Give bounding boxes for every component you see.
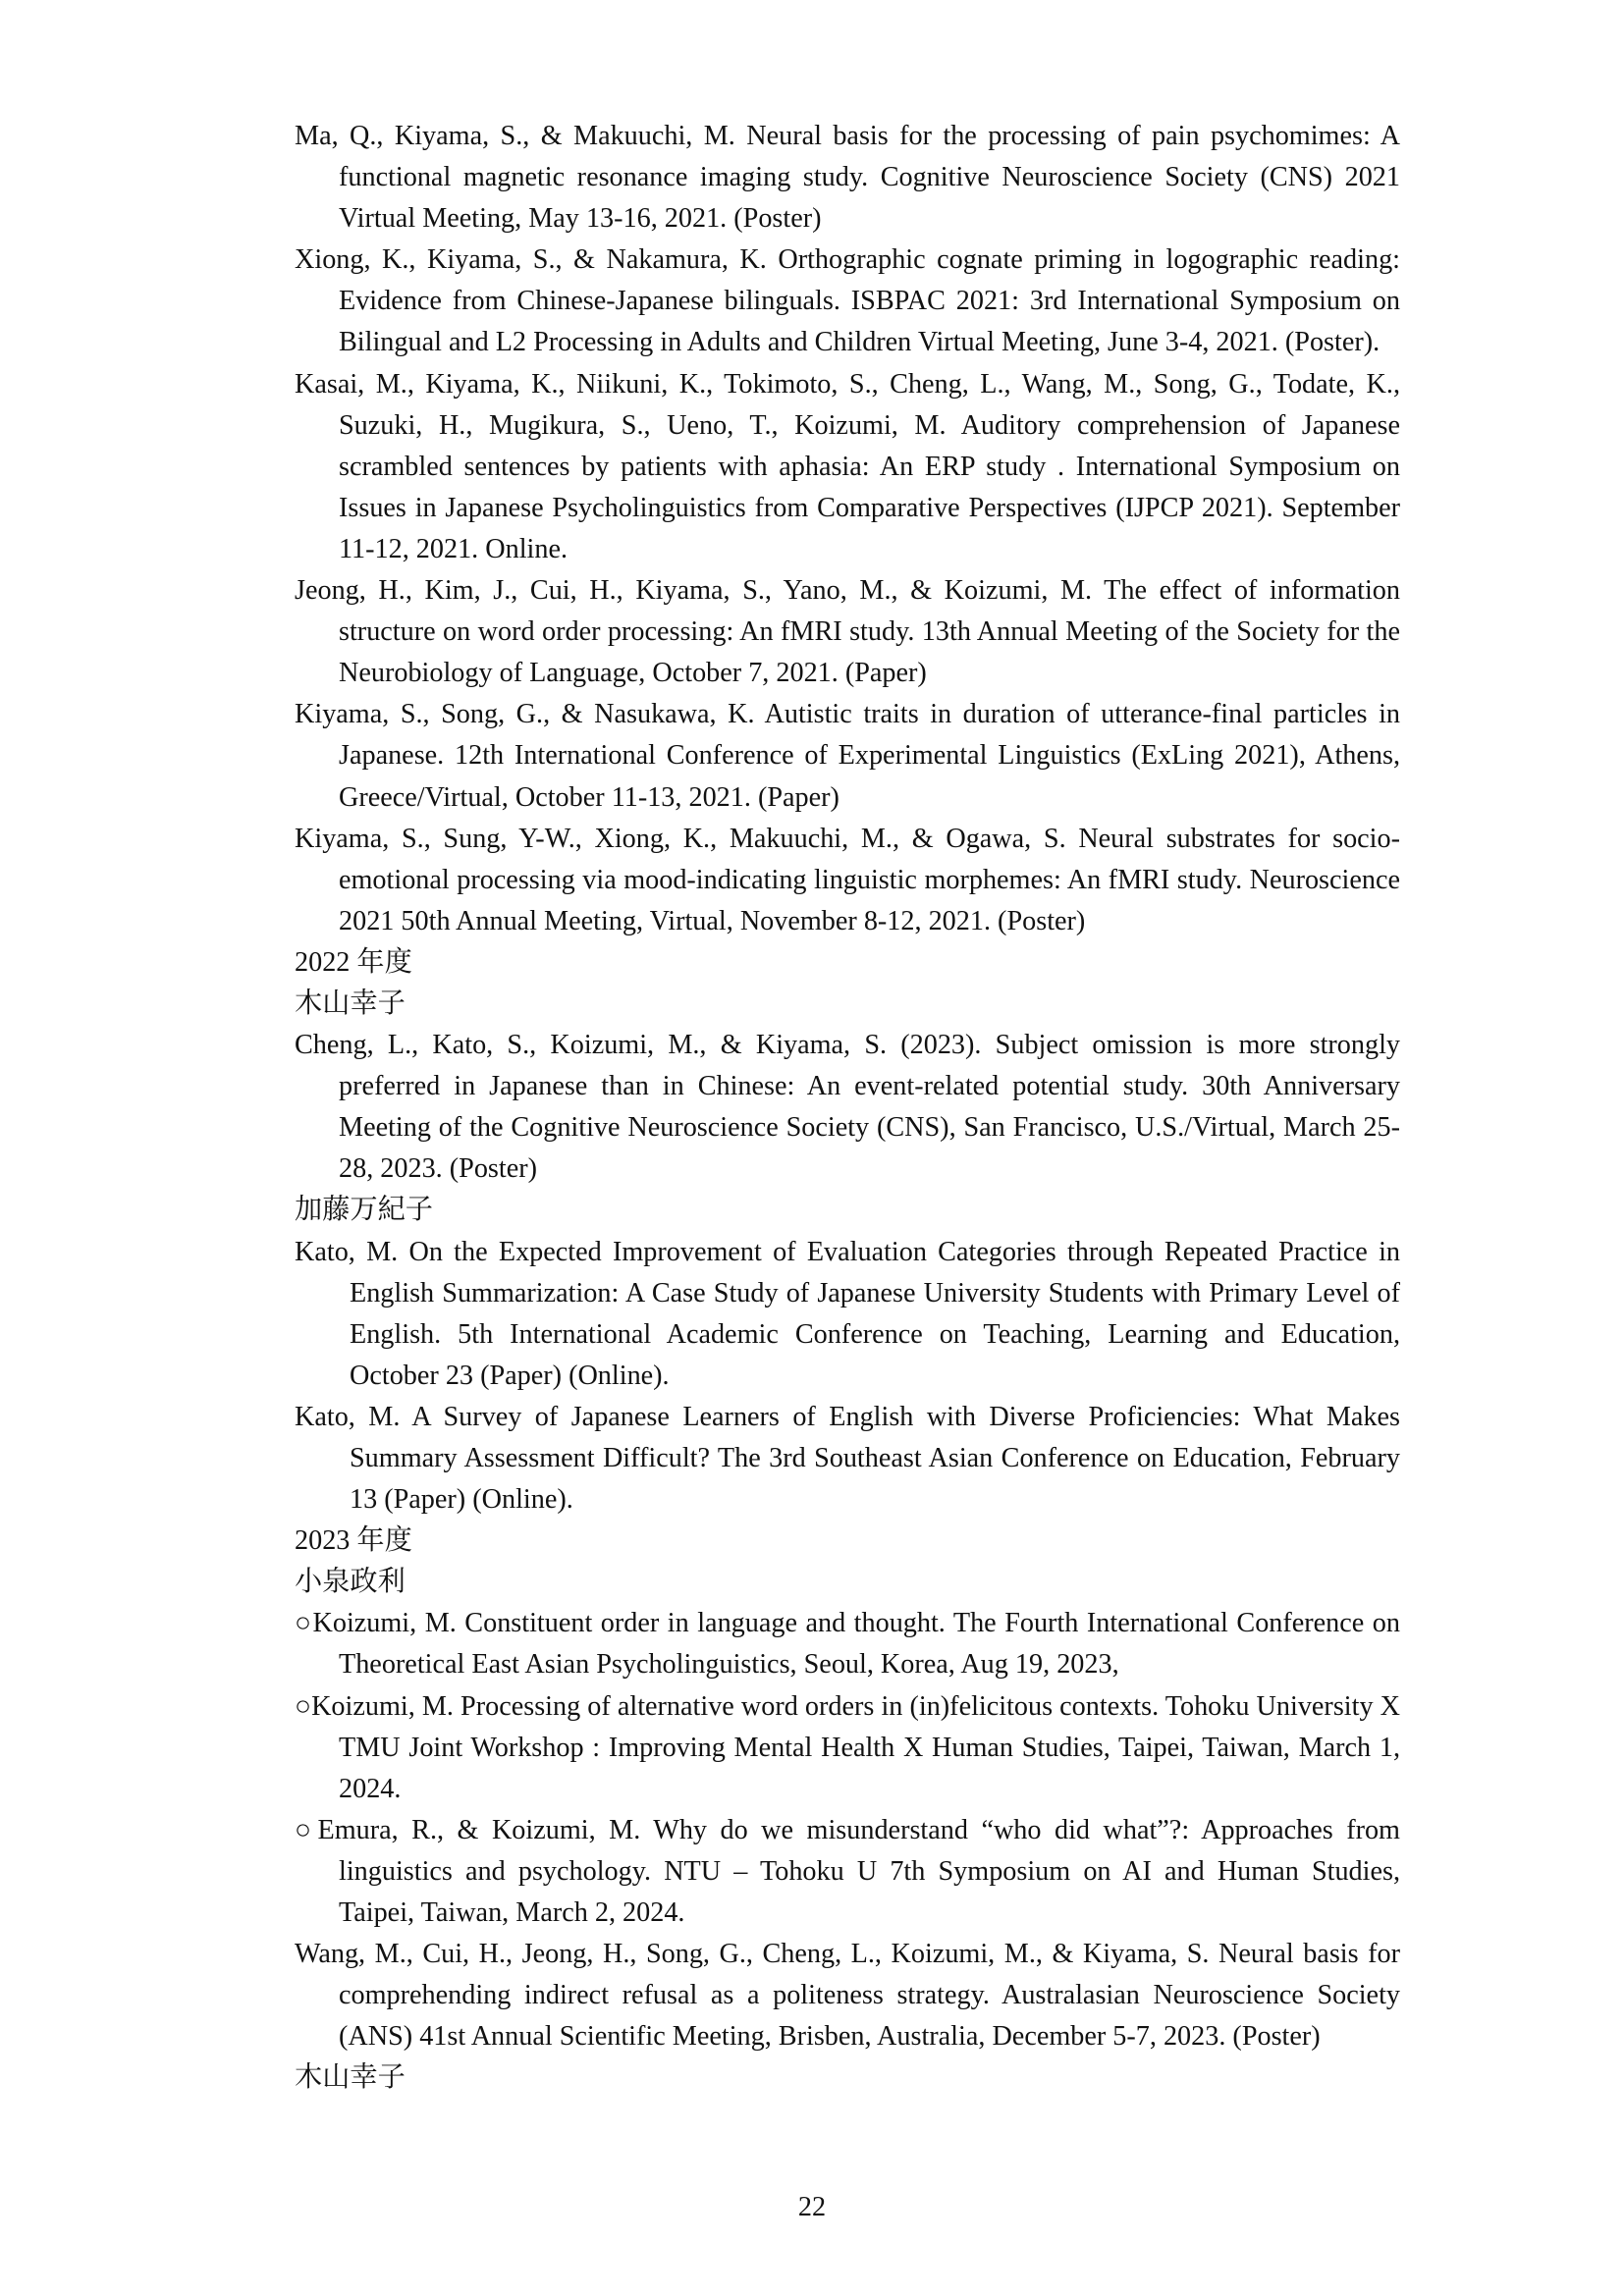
fiscal-year-heading: 2023 年度 [295, 1525, 412, 1557]
reference-entry: Cheng, L., Kato, S., Koizumi, M., & Kiyama, S. (2023). Subject omission is more strongly preferred in Japanese than in Chinese: An event-related potential study. 30th Anniversary Meeting of the Cognitive Neuroscience Society (CNS), San Francisco, U.S./Virtual, March 25-28, 2023. (Poster) [295, 1030, 1400, 1185]
reference-entry: ○Emura, R., & Koizumi, M. Why do we misunderstand “who did what”?: Approaches from linguistics and psychology. NTU – Tohoku U 7th Symposium on AI and Human Studies, Taipei, Taiwan, March 2, 2024. [295, 1814, 1400, 1929]
reference-entry: Kiyama, S., Song, G., & Nasukawa, K. Autistic traits in duration of utterance-final particles in Japanese. 12th International Conference of Experimental Linguistics (ExLing 2021), Athens, Greece/Virtual, October 11-13, 2021. (Paper) [295, 699, 1400, 813]
reference-entry: Kasai, M., Kiyama, K., Niikuni, K., Tokimoto, S., Cheng, L., Wang, M., Song, G., Todate, K., Suzuki, H., Mugikura, S., Ueno, T., Koizumi, M. Auditory comprehension of Japanese scrambled sentences by patients with aphasia: An ERP study . International Symposium on Issues in Japanese Psycholinguistics from Comparative Perspectives (IJPCP 2021). September 11-12, 2021. Online. [295, 368, 1400, 564]
author-heading: 木山幸子 [295, 988, 406, 1019]
reference-entry: Wang, M., Cui, H., Jeong, H., Song, G., Cheng, L., Koizumi, M., & Kiyama, S. Neural basis for comprehending indirect refusal as a politeness strategy. Australasian Neuroscience Society (ANS) 41st Annual Scientific Meeting, Brisben, Australia, December 5-7, 2023. (Poster) [295, 1939, 1400, 2053]
author-heading: 加藤万紀子 [295, 1195, 433, 1226]
reference-entry: ○Koizumi, M. Constituent order in language and thought. The Fourth International Conference on Theoretical East Asian Psycholinguistics, Seoul, Korea, Aug 19, 2023, [295, 1608, 1400, 1681]
reference-entry: Ma, Q., Kiyama, S., & Makuuchi, M. Neural basis for the processing of pain psychomimes: A functional magnetic resonance imaging study. Cognitive Neuroscience Society (CNS) 2021 Virtual Meeting, May 13-16, 2021. (Poster) [295, 121, 1400, 235]
reference-entry: Kato, M. On the Expected Improvement of Evaluation Categories through Repeated Practice in English Summarization: A Case Study of Japanese University Students with Primary Level of English. 5th International Academic Conference on Teaching, Learning and Education, October 23 (Paper) (Online). [295, 1236, 1400, 1391]
page-number: 22 [797, 2192, 827, 2222]
fiscal-year-heading: 2022 年度 [295, 946, 412, 978]
reference-entry: Kiyama, S., Sung, Y-W., Xiong, K., Makuuchi, M., & Ogawa, S. Neural substrates for socio-emotional processing via mood-indicating linguistic morphemes: An fMRI study. Neuroscience 2021 50th Annual Meeting, Virtual, November 8-12, 2021. (Poster) [295, 823, 1400, 936]
reference-entry: Jeong, H., Kim, J., Cui, H., Kiyama, S., Yano, M., & Koizumi, M. The effect of information structure on word order processing: An fMRI study. 13th Annual Meeting of the Society for the Neurobiology of Language, October 7, 2021. (Paper) [295, 575, 1400, 689]
reference-entry: Kato, M. A Survey of Japanese Learners of English with Diverse Proficiencies: What Makes Summary Assessment Difficult? The 3rd Southeast Asian Conference on Education, February 13 (Paper) (Online). [295, 1401, 1400, 1516]
reference-entry: Xiong, K., Kiyama, S., & Nakamura, K. Orthographic cognate priming in logographic reading: Evidence from Chinese-Japanese bilinguals. ISBPAC 2021: 3rd International Symposium on Bilingual and L2 Processing in Adults and Children Virtual Meeting, June 3-4, 2021. (Poster). [295, 244, 1400, 358]
reference-entry: ○Koizumi, M. Processing of alternative word orders in (in)felicitous contexts. Tohoku University X TMU Joint Workshop : Improving Mental Health X Human Studies, Taipei, Taiwan, March 1, 2024. [295, 1690, 1400, 1804]
author-heading: 木山幸子 [295, 2062, 406, 2094]
author-heading: 小泉政利 [295, 1567, 406, 1598]
document-body [295, 116, 1400, 2100]
